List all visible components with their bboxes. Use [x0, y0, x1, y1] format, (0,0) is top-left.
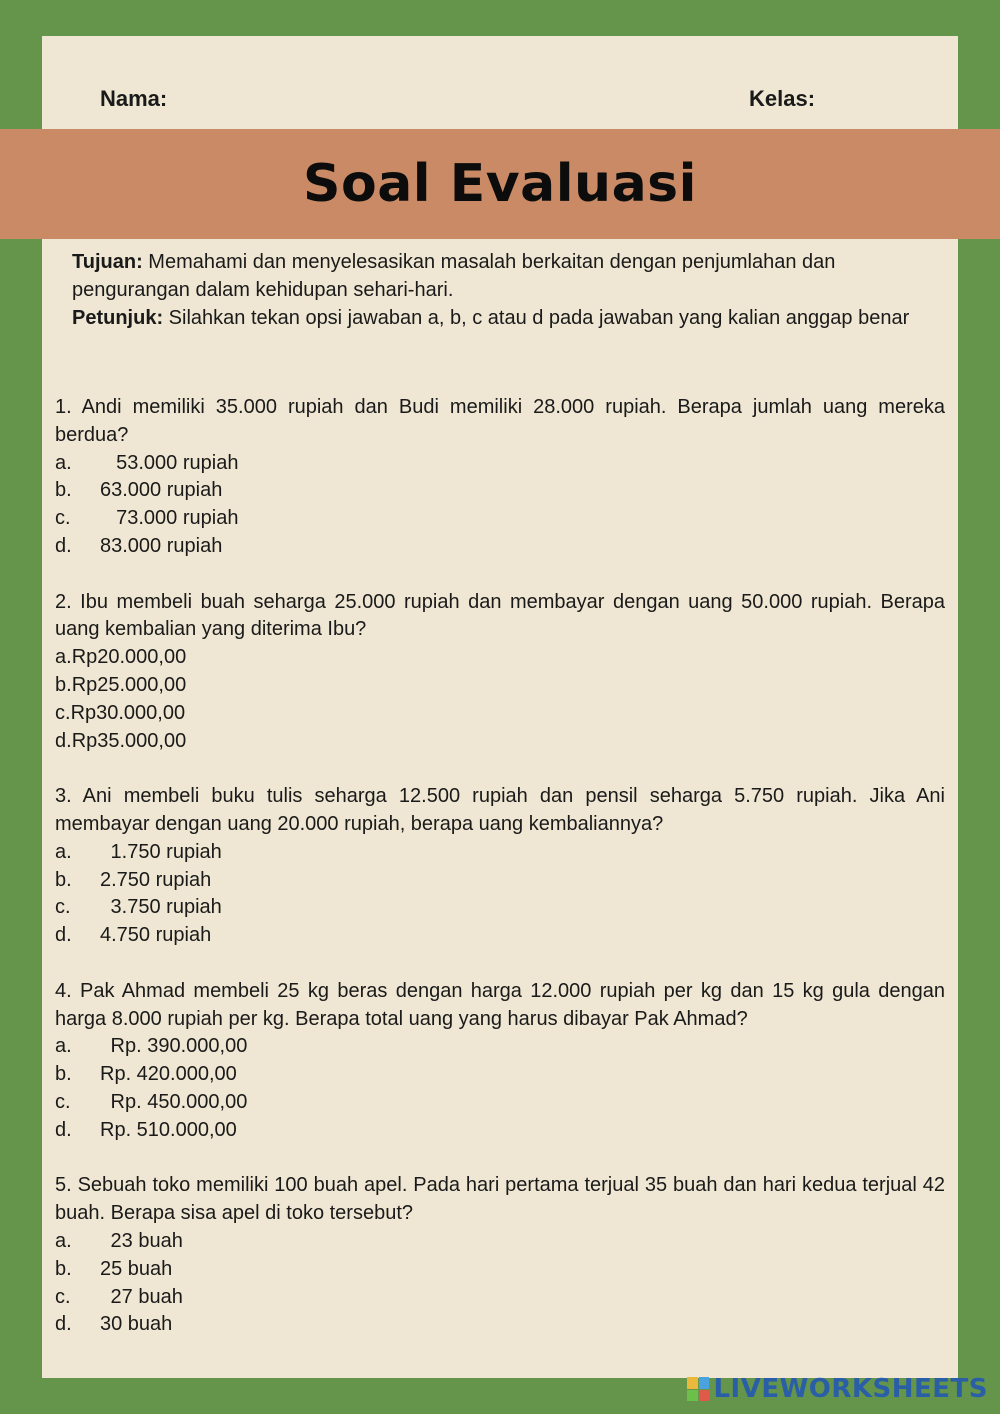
question-2-option-b[interactable]: [55, 672, 945, 700]
question-2-option-c[interactable]: [55, 700, 945, 728]
nama-label: Nama:: [100, 86, 168, 111]
option-text: 4.750 rupiah: [100, 924, 212, 947]
petunjuk-label: Petunjuk:: [72, 307, 164, 329]
instructions: [72, 248, 922, 332]
tujuan-paragraph: [72, 248, 922, 304]
option-letter: d.: [55, 924, 72, 947]
question-3-option-b[interactable]: [55, 867, 945, 895]
option-text: Rp35.000,00: [71, 729, 187, 752]
question-4: [55, 978, 945, 1145]
title-banner: [0, 129, 1000, 239]
page-title: Soal Evaluasi: [303, 154, 697, 214]
option-text: 63.000 rupiah: [100, 479, 223, 502]
option-letter: a.: [55, 840, 72, 863]
option-letter: a.: [55, 451, 72, 474]
student-info-row: [0, 86, 1000, 116]
option-text: Rp. 450.000,00: [105, 1090, 248, 1113]
question-3-option-d[interactable]: [55, 922, 945, 950]
question-1-option-a[interactable]: [55, 450, 945, 478]
question-5-option-b[interactable]: [55, 1256, 945, 1284]
question-4-option-c[interactable]: [55, 1089, 945, 1117]
question-5-option-d[interactable]: [55, 1311, 945, 1339]
option-text: 3.750 rupiah: [105, 896, 222, 919]
question-5-text: 5. Sebuah toko memiliki 100 buah apel. Pada hari pertama terjual 35 buah dan hari kedua terjual 42 buah. Berapa sisa apel di toko tersebut?: [55, 1174, 945, 1225]
question-3-text: 3. Ani membeli buku tulis seharga 12.500 rupiah dan pensil seharga 5.750 rupiah. Jika Ani membayar dengan uang 20.000 rupiah, berapa uang kembaliannya?: [55, 785, 945, 835]
option-letter: a.: [55, 646, 72, 669]
question-list: [55, 394, 945, 1367]
question-2-option-a[interactable]: [55, 644, 945, 672]
option-text: 23 buah: [105, 1229, 183, 1252]
option-letter: d.: [55, 534, 72, 557]
question-4-option-d[interactable]: [55, 1117, 945, 1145]
question-3-option-c[interactable]: [55, 894, 945, 922]
option-text: 73.000 rupiah: [105, 507, 239, 530]
question-5: [55, 1172, 945, 1339]
option-text: Rp30.000,00: [70, 701, 186, 724]
question-2-text: 2. Ibu membeli buah seharga 25.000 rupiah dan membayar dengan uang 50.000 rupiah. Berapa uang kembalian yang diterima Ibu?: [55, 590, 945, 641]
option-text: 30 buah: [100, 1313, 173, 1336]
option-letter: c.: [55, 1090, 71, 1113]
option-text: 1.750 rupiah: [105, 840, 222, 863]
option-letter: b.: [55, 673, 72, 696]
question-4-option-b[interactable]: [55, 1061, 945, 1089]
watermark-text: LIVEWORKSHEETS: [713, 1374, 988, 1404]
question-1: [55, 394, 945, 561]
petunjuk-text: Silahkan tekan opsi jawaban a, b, c atau d pada jawaban yang kalian anggap benar: [163, 307, 910, 329]
option-text: Rp. 420.000,00: [100, 1063, 237, 1086]
question-2-option-d[interactable]: [55, 728, 945, 756]
tujuan-text: Memahami dan menyelesasikan masalah berkaitan dengan penjumlahan dan pengurangan dalam kehidupan sehari-hari.: [72, 251, 836, 301]
question-1-option-b[interactable]: [55, 477, 945, 505]
option-letter: c.: [55, 1285, 71, 1308]
option-letter: c.: [55, 507, 71, 530]
tujuan-label: Tujuan:: [72, 251, 143, 273]
question-4-option-a[interactable]: [55, 1033, 945, 1061]
option-letter: c.: [55, 701, 71, 724]
option-text: Rp20.000,00: [71, 646, 187, 669]
option-text: 27 buah: [105, 1285, 183, 1308]
option-text: Rp. 510.000,00: [100, 1118, 237, 1141]
option-text: 2.750 rupiah: [100, 868, 212, 891]
question-1-text: 1. Andi memiliki 35.000 rupiah dan Budi memiliki 28.000 rupiah. Berapa jumlah uang mereka berdua?: [55, 396, 945, 446]
option-letter: a.: [55, 1229, 72, 1252]
option-text: Rp. 390.000,00: [105, 1035, 248, 1058]
option-letter: b.: [55, 1063, 72, 1086]
option-letter: d.: [55, 1118, 72, 1141]
question-3-option-a[interactable]: [55, 839, 945, 867]
question-1-option-c[interactable]: [55, 505, 945, 533]
option-letter: d.: [55, 1313, 72, 1336]
option-letter: a.: [55, 1035, 72, 1058]
liveworksheets-watermark: [687, 1374, 988, 1404]
question-5-option-c[interactable]: [55, 1284, 945, 1312]
liveworksheets-logo-icon: [687, 1377, 709, 1401]
question-4-text: 4. Pak Ahmad membeli 25 kg beras dengan harga 12.000 rupiah per kg dan 15 kg gula dengan harga 8.000 rupiah per kg. Berapa total uang yang harus dibayar Pak Ahmad?: [55, 979, 945, 1030]
petunjuk-paragraph: [72, 304, 922, 332]
option-text: 25 buah: [100, 1257, 173, 1280]
option-text: 53.000 rupiah: [105, 451, 239, 474]
option-letter: c.: [55, 896, 71, 919]
question-3: [55, 783, 945, 950]
option-text: Rp25.000,00: [71, 673, 187, 696]
kelas-label: Kelas:: [749, 86, 816, 111]
option-letter: b.: [55, 868, 72, 891]
option-text: 83.000 rupiah: [100, 534, 223, 557]
question-2: [55, 589, 945, 756]
option-letter: b.: [55, 1257, 72, 1280]
question-1-option-d[interactable]: [55, 533, 945, 561]
question-5-option-a[interactable]: [55, 1228, 945, 1256]
option-letter: d.: [55, 729, 72, 752]
option-letter: b.: [55, 479, 72, 502]
